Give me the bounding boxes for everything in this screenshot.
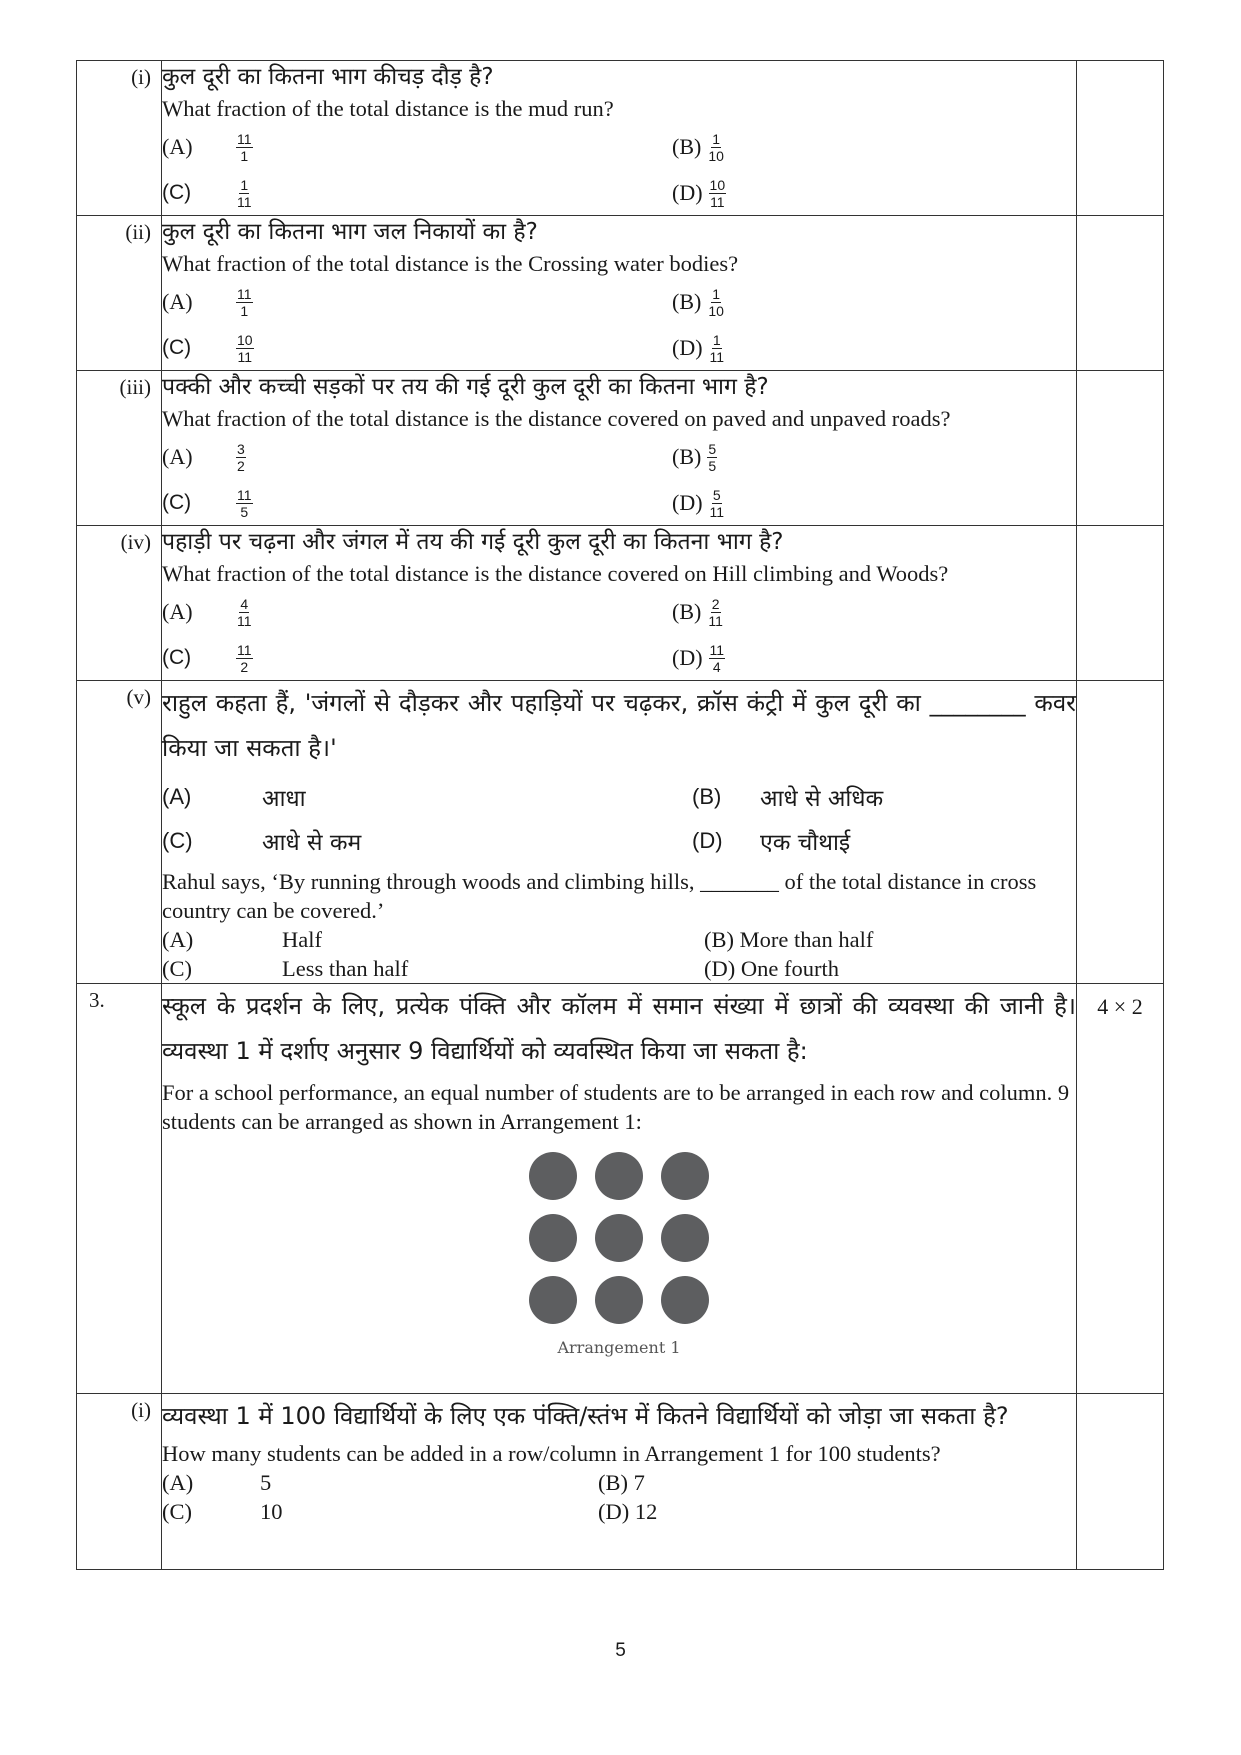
question-number: (ii) (125, 220, 151, 244)
fraction: $\frac{11}{5}$ (237, 486, 252, 520)
options-grid (162, 125, 1076, 215)
question-english: What fraction of the total distance is the Crossing water bodies? (162, 251, 739, 276)
fraction: $\frac{1}{10}$ (708, 285, 724, 319)
option-b[interactable]: (B) $\frac{2}{11}$ (672, 595, 723, 629)
fraction: $\frac{10}{11}$ (237, 331, 253, 365)
option-c[interactable]: (C) $\frac{10}{11}$ (162, 331, 253, 365)
option-a[interactable]: (A) 5 (162, 1470, 272, 1495)
option-a[interactable]: (A) $\frac{11}{1}$ (162, 285, 252, 319)
student-dot (529, 1214, 577, 1262)
question-hindi: कुल दूरी का कितना भाग जल निकायों का है? (162, 219, 538, 245)
question-row-ii (77, 216, 1164, 371)
options-grid (162, 1468, 1076, 1526)
question-hindi: व्यवस्था 1 में 100 विद्यार्थियों के लिए एक पंक्ति/स्तंभ में कितने विद्यार्थियों को जोड़ा जा सकता है? (162, 1402, 1009, 1430)
student-dot (661, 1276, 709, 1324)
question-english: How many students can be added in a row/column in Arrangement 1 for 100 students? (162, 1441, 941, 1466)
question-hindi: स्कूल के प्रदर्शन के लिए, प्रत्येक पंक्ति और कॉलम में समान संख्या में छात्रों की व्यवस्था की जानी है। व्यवस्था 1 में दर्शाए अनुसार 9 विद्यार्थियों को व्यवस्थित किया जा सकता है: (162, 992, 1076, 1065)
options-grid (162, 590, 1076, 680)
fraction: $\frac{2}{11}$ (708, 595, 723, 629)
question-number: (i) (131, 65, 151, 89)
options-grid (162, 280, 1076, 370)
question-row-v (77, 681, 1164, 984)
fraction: $\frac{10}{11}$ (709, 176, 726, 210)
fraction: $\frac{11}{1}$ (237, 285, 252, 319)
student-dot (529, 1152, 577, 1200)
fraction: $\frac{3}{2}$ (237, 440, 245, 474)
question-number: (v) (126, 685, 151, 709)
option-d-english[interactable]: (D) One fourth (704, 956, 839, 981)
question-row-iii (77, 371, 1164, 526)
option-c[interactable]: (C) $\frac{1}{11}$ (162, 176, 252, 210)
question-number: 3. (89, 988, 105, 1012)
option-b[interactable]: (B) $\frac{5}{5}$ (672, 440, 717, 474)
question-row-iv (77, 526, 1164, 681)
english-options (162, 925, 1076, 983)
option-a[interactable]: (A) $\frac{11}{1}$ (162, 130, 252, 164)
option-c-english[interactable]: (C) Less than half (162, 956, 409, 981)
question-number: (i) (131, 1398, 151, 1422)
student-dot (661, 1152, 709, 1200)
option-a-hindi[interactable]: (A) आधा (162, 784, 306, 812)
option-a[interactable]: (A) $\frac{4}{11}$ (162, 595, 252, 629)
student-dot (595, 1152, 643, 1200)
option-b[interactable]: (B) $\frac{1}{10}$ (672, 285, 724, 319)
figure-caption: Arrangement 1 (557, 1338, 681, 1357)
fraction: $\frac{1}{11}$ (237, 176, 252, 210)
option-d[interactable]: (D) $\frac{1}{11}$ (672, 331, 725, 365)
question-row-3 (77, 984, 1164, 1394)
option-a[interactable]: (A) $\frac{3}{2}$ (162, 440, 245, 474)
option-c[interactable]: (C) $\frac{11}{2}$ (162, 641, 252, 675)
fraction: $\frac{5}{11}$ (709, 486, 725, 520)
question-number: (iv) (120, 530, 151, 554)
fraction: $\frac{11}{2}$ (237, 641, 252, 675)
question-row-3-i (77, 1394, 1164, 1570)
option-c[interactable]: (C) $\frac{11}{5}$ (162, 486, 252, 520)
student-dot (595, 1276, 643, 1324)
option-d[interactable]: (D) $\frac{11}{4}$ (672, 641, 725, 675)
question-hindi: राहुल कहता हैं, 'जंगलों से दौड़कर और पहाड़ियों पर चढ़कर, क्रॉस कंट्री में कुल दूरी का ________ कवर किया जा सकता है।' (162, 689, 1076, 762)
question-number: (iii) (119, 375, 151, 399)
marks-label: 4 × 2 (1097, 994, 1143, 1019)
student-dot (595, 1214, 643, 1262)
question-english: For a school performance, an equal number of students are to be arranged in each row and column. 9 students can be arranged as shown in Arrangement 1: (162, 1080, 1070, 1134)
page-number: 5 (615, 1640, 626, 1661)
question-hindi: कुल दूरी का कितना भाग कीचड़ दौड़ है? (162, 64, 494, 90)
question-table (76, 60, 1164, 1570)
question-hindi: पहाड़ी पर चढ़ना और जंगल में तय की गई दूरी कुल दूरी का कितना भाग है? (162, 529, 784, 555)
fraction: $\frac{11}{1}$ (237, 130, 252, 164)
option-b-english[interactable]: (B) More than half (704, 927, 874, 952)
option-a-english[interactable]: (A) Half (162, 927, 322, 952)
fraction: $\frac{11}{4}$ (709, 641, 725, 675)
option-d[interactable]: (D) 12 (598, 1499, 658, 1524)
student-dot (661, 1214, 709, 1262)
question-english: Rahul says, ‘By running through woods and climbing hills, _______ of the total distance in cross country can be covered.’ (162, 869, 1037, 923)
option-c-hindi[interactable]: (C) आधे से कम (162, 828, 362, 856)
student-dot (529, 1276, 577, 1324)
option-c[interactable]: (C) 10 (162, 1499, 283, 1524)
question-english: What fraction of the total distance is the distance covered on Hill climbing and Woods? (162, 561, 949, 586)
fraction: $\frac{4}{11}$ (237, 595, 252, 629)
question-english: What fraction of the total distance is the distance covered on paved and unpaved roads? (162, 406, 951, 431)
options-grid (162, 435, 1076, 525)
fraction: $\frac{1}{11}$ (709, 331, 725, 365)
question-hindi: पक्की और कच्ची सड़कों पर तय की गई दूरी कुल दूरी का कितना भाग है? (162, 374, 769, 400)
arrangement-figure (529, 1152, 709, 1324)
option-d-hindi[interactable]: (D) एक चौथाई (692, 828, 851, 856)
option-b[interactable]: (B) $\frac{1}{10}$ (672, 130, 724, 164)
hindi-options (162, 775, 1076, 863)
fraction: $\frac{5}{5}$ (708, 440, 717, 474)
option-d[interactable]: (D) $\frac{10}{11}$ (672, 176, 726, 210)
option-d[interactable]: (D) $\frac{5}{11}$ (672, 486, 725, 520)
option-b[interactable]: (B) 7 (598, 1470, 645, 1495)
fraction: $\frac{1}{10}$ (708, 130, 724, 164)
question-english: What fraction of the total distance is the mud run? (162, 96, 614, 121)
option-b-hindi[interactable]: (B) आधे से अधिक (692, 784, 884, 812)
question-row-i (77, 61, 1164, 216)
